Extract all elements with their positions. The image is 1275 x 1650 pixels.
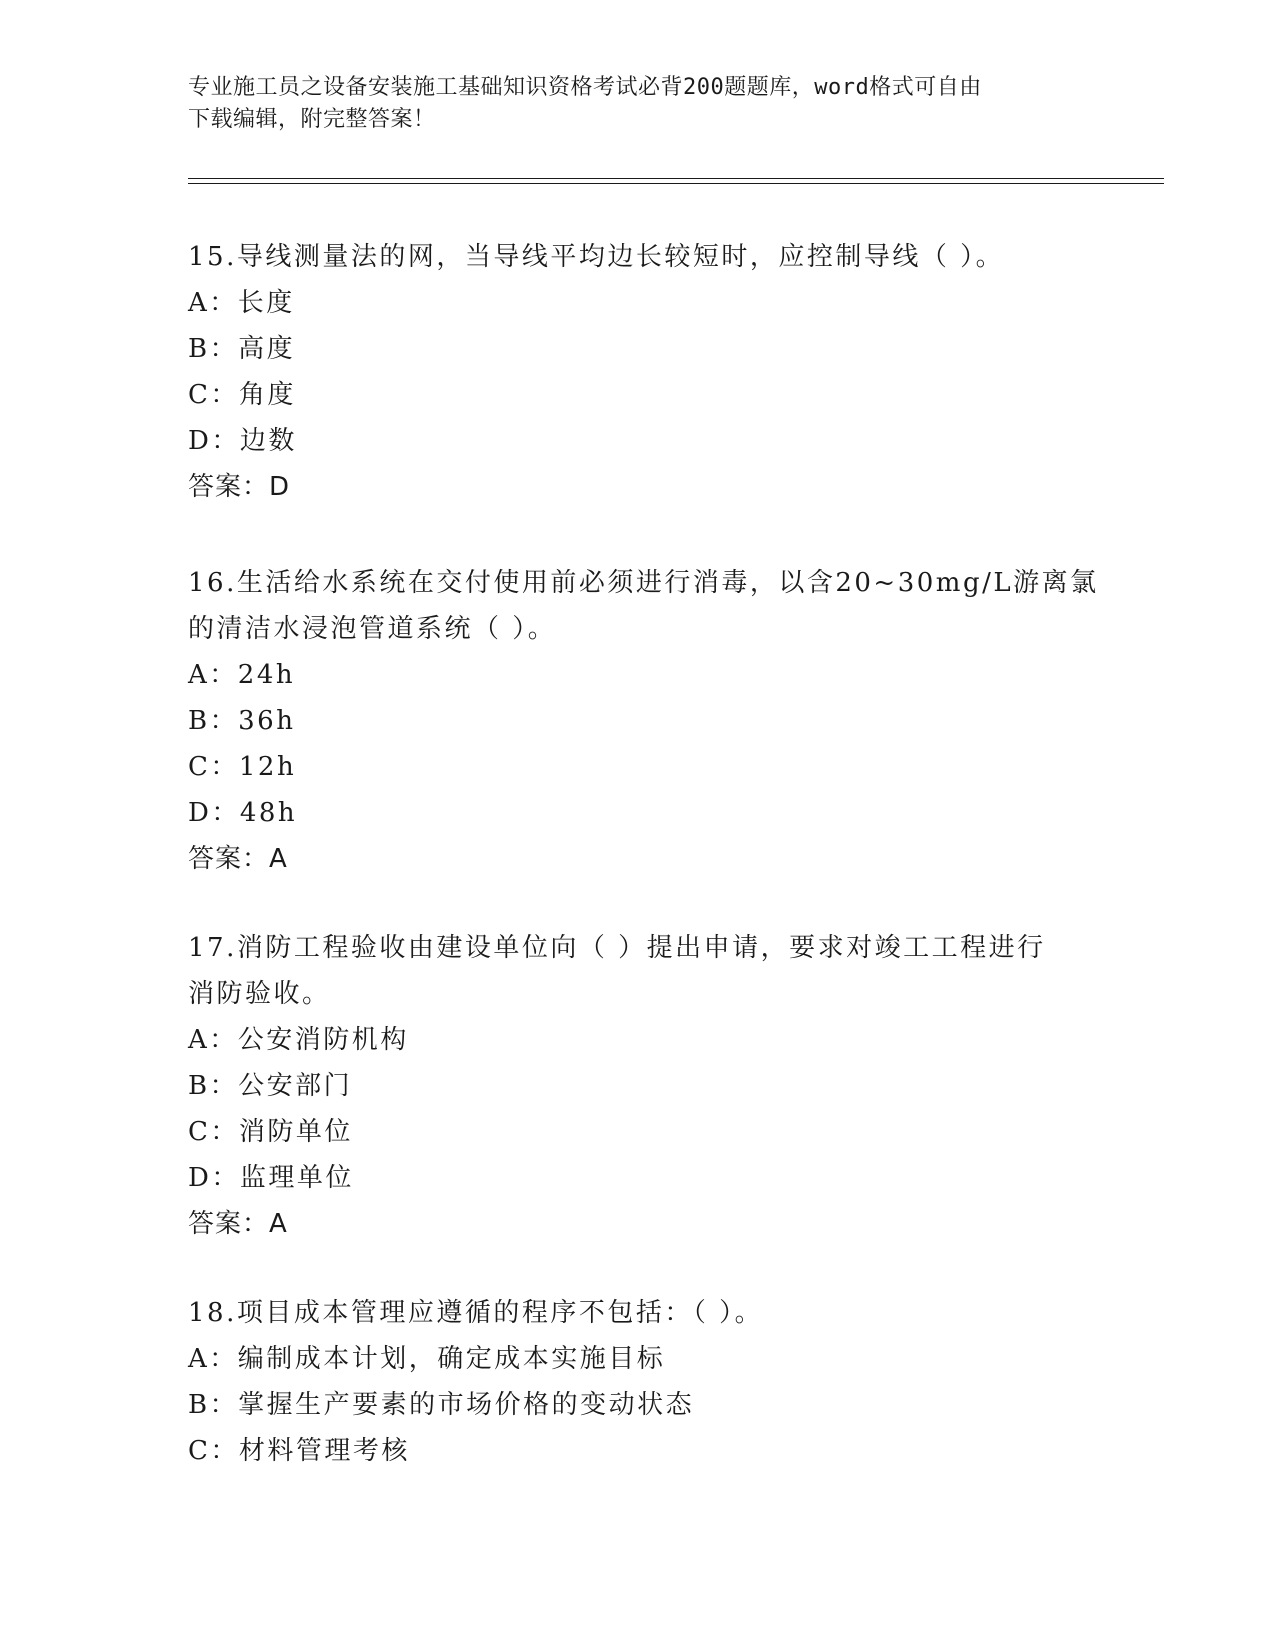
option-c: C：材料管理考核 (188, 1436, 410, 1466)
header-line-2: 下载编辑，附完整答案！ (188, 107, 436, 132)
option-c: C：角度 (188, 380, 296, 410)
document-header (188, 72, 1068, 136)
option-b: B：36h (188, 706, 296, 736)
question-16 (188, 560, 1099, 882)
answer: 答案：A (188, 1209, 288, 1239)
option-d: D：边数 (188, 426, 297, 456)
option-a: A：长度 (188, 288, 295, 318)
answer: 答案：A (188, 844, 288, 874)
question-stem: 15.导线测量法的网，当导线平均边长较短时，应控制导线（ ）。 (188, 242, 1005, 272)
option-c: C：消防单位 (188, 1117, 353, 1147)
header-divider-bottom (188, 183, 1164, 184)
option-b: B：掌握生产要素的市场价格的变动状态 (188, 1390, 695, 1420)
question-15 (188, 234, 1088, 510)
question-stem-continued: 的清洁水浸泡管道系统（ ）。 (188, 614, 557, 644)
question-stem-continued: 消防验收。 (188, 979, 331, 1009)
option-d: D：监理单位 (188, 1163, 354, 1193)
answer: 答案：D (188, 472, 291, 502)
question-stem: 18.项目成本管理应遵循的程序不包括：（ ）。 (188, 1298, 764, 1328)
option-a: A：24h (188, 660, 296, 690)
question-17 (188, 925, 1088, 1247)
header-divider-top (188, 178, 1164, 179)
question-18 (188, 1290, 1088, 1474)
option-d: D：48h (188, 798, 298, 828)
option-b: B：高度 (188, 334, 296, 364)
header-line-1: 专业施工员之设备安装施工基础知识资格考试必背200题题库，word格式可自由 (188, 75, 982, 100)
option-a: A：公安消防机构 (188, 1025, 409, 1055)
option-b: B：公安部门 (188, 1071, 353, 1101)
option-c: C：12h (188, 752, 297, 782)
option-a: A：编制成本计划，确定成本实施目标 (188, 1344, 666, 1374)
question-stem: 16.生活给水系统在交付使用前必须进行消毒，以含20~30mg/L游离氯 (188, 568, 1099, 598)
question-stem: 17.消防工程验收由建设单位向（ ）提出申请，要求对竣工工程进行 (188, 933, 1046, 963)
